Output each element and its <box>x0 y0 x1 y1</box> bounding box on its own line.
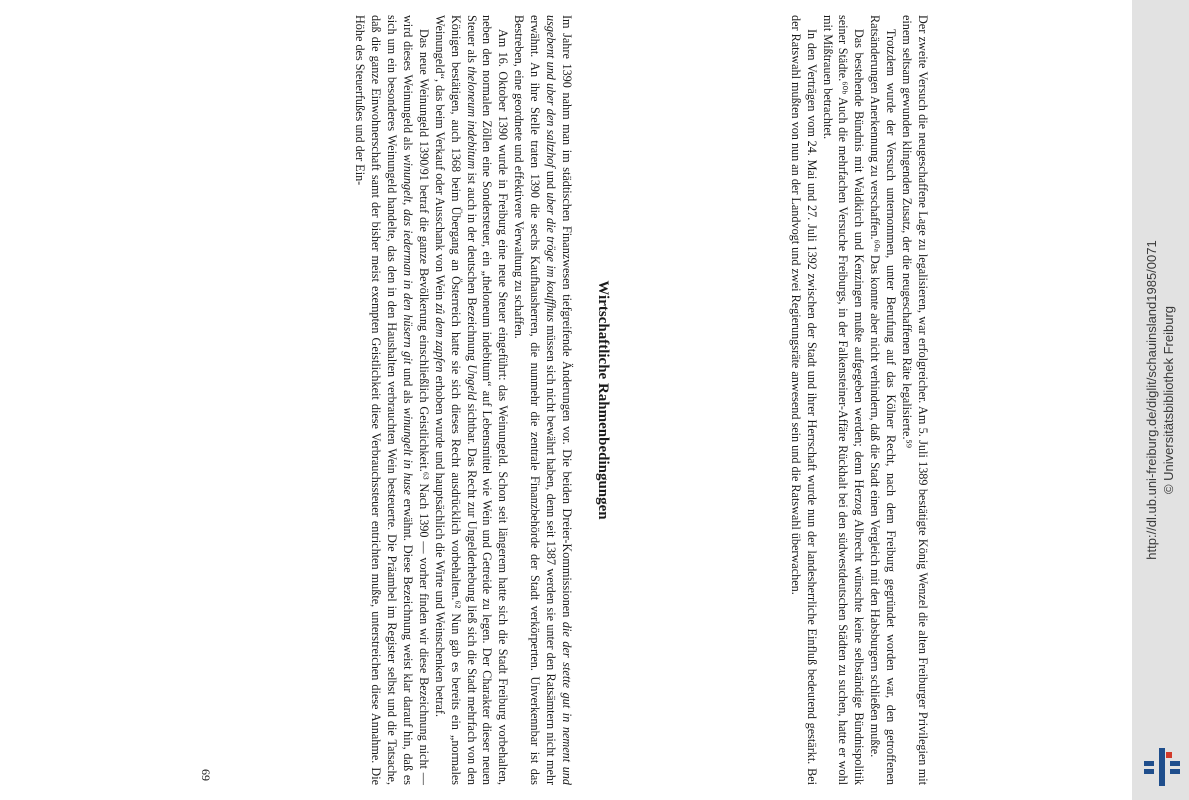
source-url-link[interactable]: http://dl.ub.uni-freiburg.de/diglit/schauinsland1985/0071 <box>1144 240 1159 560</box>
text-run: Trotzdem wurde der Versuch unternommen, unter Berufung auf das Kölner Recht, nach dem Freiburg gegründet worden war, den getroffenen Ratsänderungen Anerkennung zu verschaffen.⁶⁰ᵃ Das konnte aber nicht verhindern, daß die Stadt einen Vergleich mit den Habsburgern schließen mußte. <box>868 15 899 785</box>
text-run: und als <box>400 364 415 408</box>
text-block-bottom <box>351 15 574 785</box>
text-run: Das bestehende Bündnis mit Waldkirch und Kenzingen mußte aufgegeben werden; denn Herzog Albrecht wünschte keine selbständige Bündnispolitik seiner Städte.⁶⁰ᵇ Auch die mehrfachen Versuche Freiburgs, in der Falkensteiner-Affäre Rückhalt bei den südwestdeutschen Städten zu suchen, hatte er wohl mit Mißtrauen betrachtet. <box>820 15 867 785</box>
text-run: Das neue Weinungeld 1390/91 betraf die ganze Bevölkerung einschließlich Geistlichkeit.⁶³ Nach 1390 — vorher finden wir diese Bezeichnung nicht — wird dieses Weinungeld als <box>400 15 431 785</box>
book-page <box>200 15 930 785</box>
text-run: erwähnt. Diese Bezeichnung weist klar darauf hin, daß es sich um ein besonderes Weinungeld handelte, das den in den Haushalten verbrauchten Wein besteuerte. Die Präambel im Register selbst und die Tatsache, daß die ganze Einwohnerschaft samt der bisher meist exempten Geistlichkeit diese Verbrauchssteuer entrichten mußte, unterstreichen diese Annahme. Die Höhe des Steuerfußes und der Ein- <box>353 15 415 785</box>
paragraph <box>351 15 431 785</box>
text-run: Am 16. Oktober 1390 wurde in Freiburg eine neue Steuer eingeführt: das Weinungeld. Schon seit längerem hatte sich die Stadt Freiburg vorbehalten, neben den normalen Zöllen eine Sondersteuer, ein „theloneum indebitum“ auf Lebensmittel wie Wein und Getreide zu legen. Der Charakter dieser neuen Steuer als <box>464 15 511 785</box>
copyright-notice: © Universitätsbibliothek Freiburg <box>1161 305 1176 495</box>
italic-text: theloneum indebitum <box>464 66 479 170</box>
italic-text: zû dem zapfen <box>432 303 447 373</box>
text-run: müssen sich nicht bewährt haben, denn seit 1387 werden sie unter den Ratsämtern nicht mehr erwähnt. An ihre Stelle traten 1390 die sechs Kaufhausherren, die nunmehr die zentrale Finanzbehörde der Stadt verkörperten. Unverkennbar ist das Bestreben, eine geordnete und effektivere Verwaltung zu schaffen. <box>512 15 559 786</box>
paragraph <box>898 15 930 785</box>
italic-text: winungelt in huse <box>400 407 415 495</box>
paragraph <box>787 15 819 785</box>
italic-text: Ungeld <box>464 364 479 401</box>
section-heading: Wirtschaftliche Rahmenbedingungen <box>595 280 611 520</box>
paragraph <box>431 15 511 785</box>
paragraph <box>510 15 574 785</box>
italic-text: winungelt, das iederman in den hüsern git <box>400 154 415 365</box>
paragraph <box>819 15 867 785</box>
text-run: Im Jahre 1390 nahm man im städtischen Finanzwesen tiefgreifende Änderungen vor. Die beiden Dreier-Kommissionen <box>560 15 574 622</box>
text-run: sichtbar. Das Recht zur Ungelderhebung ließ sich die Stadt mehrfach von den Königen bestätigen, auch 1368 beim Übergang an Österreich hatte sie sich dieses Recht ausdrücklich vorbehalten.⁶² Nun gab es bereits ein „normales Weinungeld“, das beim Verkauf oder Ausschank von Wein <box>432 15 479 785</box>
italic-text: die der stette gut in nement und usgebent und uber den saltzhof <box>544 15 574 785</box>
paragraph <box>866 15 898 785</box>
text-run: erhoben wurde und hauptsächlich die Wirte und Weinschenken betraf. <box>432 372 447 718</box>
page-number: 69 <box>199 769 213 781</box>
text-run: Der zweite Versuch die neugeschaffene Lage zu legalisieren, war erfolgreicher. Am 5. Juli 1389 bestätigte König Wenzel die alten Freiburger Privilegien mit einem seltsam gewunden klingenden Zusatz, der die neugeschaffenen Räte legalisierte.⁵⁹ <box>900 15 930 785</box>
library-sidebar <box>1132 0 1189 800</box>
italic-text: uber die tröge im kouffhus <box>544 192 559 322</box>
text-block-top <box>787 15 930 785</box>
text-run: In den Verträgen vom 24. Mai und 27. Juli 1392 zwischen der Stadt und ihrer Herrschaft wurde nun der landesherrliche Einfluß bedeutend gestärkt. Bei der Ratswahl mußten von nun an der Landvogt und zwei Regierungsräte anwesend sein und die Ratswahl überwachen. <box>788 15 819 785</box>
ub-freiburg-logo-icon <box>1142 746 1182 786</box>
text-run: ist auch in der deutschen Bezeichnung <box>464 169 479 365</box>
text-run: und <box>544 167 559 193</box>
sidebar-caption <box>1143 240 1177 559</box>
